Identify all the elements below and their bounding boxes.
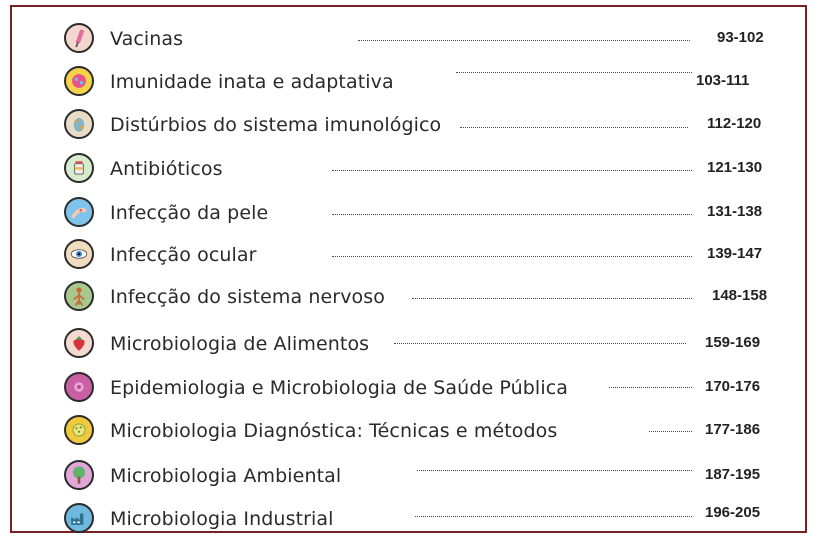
toc-title: Antibióticos: [110, 158, 223, 180]
toc-title: Microbiologia de Alimentos: [110, 333, 370, 355]
page-range: 177-186: [705, 421, 761, 438]
toc-entry-environmental-microbiology[interactable]: [12, 457, 805, 497]
page-range: 159-169: [705, 334, 761, 351]
virus-icon: [64, 372, 94, 402]
strawberry-icon: [64, 328, 94, 358]
toc-title: Infecção ocular: [110, 244, 257, 266]
vaccine-icon: [64, 23, 94, 53]
toc-entry-industrial-microbiology[interactable]: [12, 500, 805, 540]
toc-entry-innate-adaptive-immunity[interactable]: [12, 63, 805, 103]
dot-leader: [358, 40, 690, 41]
dot-leader: [456, 72, 692, 73]
lymph-node-icon: [64, 109, 94, 139]
toc-title: Infecção do sistema nervoso: [110, 286, 385, 308]
toc-title: Imunidade inata e adaptativa: [110, 71, 394, 93]
page-range: 112-120: [707, 115, 762, 132]
toc-title: Microbiologia Diagnóstica: Técnicas e métodos: [110, 420, 558, 442]
toc-entry-eye-infection[interactable]: [12, 236, 805, 276]
toc-title: Microbiologia Ambiental: [110, 465, 342, 487]
dot-leader: [332, 170, 692, 171]
dot-leader: [460, 127, 688, 128]
page-range: 196-205: [705, 504, 761, 521]
eye-icon: [64, 239, 94, 269]
page-range: 139-147: [707, 245, 763, 262]
immune-cell-icon: [64, 66, 94, 96]
dot-leader: [649, 431, 692, 432]
dot-leader: [415, 516, 692, 517]
dot-leader: [412, 298, 692, 299]
skin-icon: [64, 197, 94, 227]
dot-leader: [417, 470, 692, 471]
toc-entry-antibiotics[interactable]: [12, 150, 805, 190]
toc-entry-epidemiology-public-health[interactable]: [12, 369, 805, 409]
dot-leader: [394, 343, 686, 344]
tree-icon: [64, 460, 94, 490]
toc-entry-skin-infection[interactable]: [12, 194, 805, 234]
page-range: 121-130: [707, 159, 763, 176]
factory-icon: [64, 503, 94, 533]
page-range: 170-176: [705, 378, 761, 395]
toc-title: Vacinas: [110, 28, 184, 50]
toc-title: Distúrbios do sistema imunológico: [110, 114, 442, 136]
toc-entry-immune-disorders[interactable]: [12, 106, 805, 146]
dot-leader: [332, 214, 692, 215]
toc-entry-vaccines[interactable]: [12, 20, 805, 60]
page-range: 131-138: [707, 203, 763, 220]
toc-entry-diagnostic-microbiology[interactable]: [12, 412, 805, 452]
toc-title: Epidemiologia e Microbiologia de Saúde Pública: [110, 377, 568, 399]
antibiotic-bottle-icon: [64, 153, 94, 183]
page-range: 103-111: [696, 72, 750, 89]
toc-entry-food-microbiology[interactable]: [12, 325, 805, 365]
dot-leader: [609, 387, 692, 388]
page-range: 93-102: [717, 29, 764, 46]
toc-title: Infecção da pele: [110, 202, 269, 224]
petri-dish-icon: [64, 415, 94, 445]
nervous-system-icon: [64, 281, 94, 311]
table-of-contents-frame: [10, 5, 807, 533]
toc-title: Microbiologia Industrial: [110, 508, 334, 530]
dot-leader: [332, 256, 692, 257]
toc-entry-nervous-system-infection[interactable]: [12, 278, 805, 318]
table-of-contents: [12, 7, 805, 531]
page-range: 148-158: [712, 287, 768, 304]
page-range: 187-195: [705, 466, 761, 483]
